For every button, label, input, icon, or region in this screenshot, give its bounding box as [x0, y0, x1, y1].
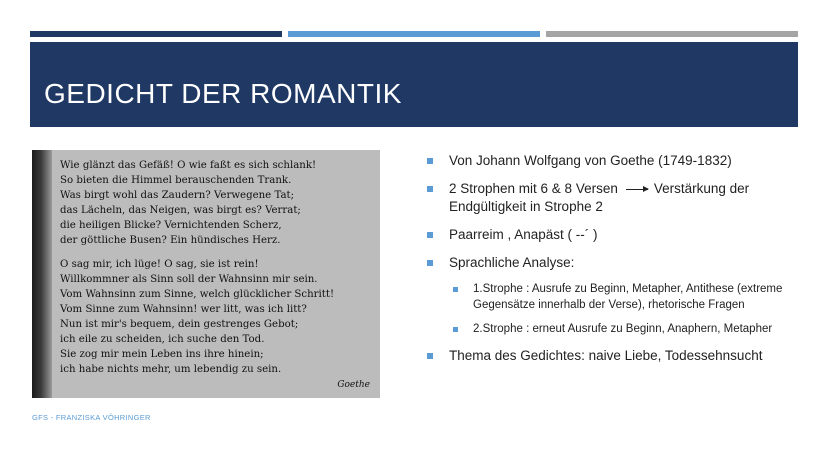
bullet-author: Von Johann Wolfgang von Goethe (1749-1832) [425, 152, 805, 170]
bullet-list [425, 152, 805, 375]
poem-line: Willkommner als Sinn soll der Wahnsinn mir sein. [60, 274, 318, 285]
poem-line: ich habe nichts mehr, um lebendig zu sein. [60, 364, 282, 375]
poem-line: der göttliche Busen? Ein hündisches Herz. [60, 235, 281, 246]
poem-line: Was birgt wohl das Zaudern? Verwegene Tat; [60, 190, 295, 201]
poem-line: Sie zog mir mein Leben ins ihre hinein; [60, 349, 264, 360]
poem-line: Vom Wahnsinn zum Sinne, welch glücklicher Schritt! [60, 289, 335, 300]
poem-text [60, 158, 376, 393]
poem-line: So bieten die Himmel berauschenden Trank. [60, 175, 292, 186]
poem-line: das Lächeln, das Neigen, was birgt es? Verrat; [60, 205, 301, 216]
bullet-structure-text: 2 Strophen mit 6 & 8 Versen [449, 181, 618, 196]
slide-title: GEDICHT DER ROMANTIK [44, 78, 402, 109]
sub-bullet-stanza1: 1.Strophe : Ausrufe zu Beginn, Metapher, Antithese (extreme Gegensätze innerhalb der Verse), rhetorische Fragen [425, 282, 805, 313]
poem-line: die heiligen Blicke? Vernichtenden Scherz, [60, 220, 282, 231]
bullet-theme: Thema des Gedichtes: naive Liebe, Todessehnsucht [425, 347, 805, 365]
accent-bar-gray [546, 31, 798, 37]
poem-line: ich eile zu scheiden, ich suche den Tod. [60, 334, 265, 345]
accent-bar-dark [30, 31, 282, 37]
arrow-right-icon [626, 189, 648, 190]
poem-scan-image [32, 150, 380, 398]
poem-author: Goethe [337, 380, 370, 390]
accent-bar-blue [288, 31, 540, 37]
stanza-gap [60, 248, 376, 257]
bullet-structure-result: Verstärkung der Endgültigkeit in Strophe 2 [449, 181, 750, 214]
bullet-analysis: Sprachliche Analyse: [425, 254, 805, 272]
poem-line: Vom Sinne zum Wahnsinn! wer litt, was ich litt? [60, 304, 307, 315]
poem-line: Nun ist mir's bequem, dein gestrenges Gebot; [60, 319, 299, 330]
bullet-structure [425, 180, 805, 216]
title-band [30, 42, 798, 127]
scan-shadow-edge [32, 150, 52, 398]
poem-line: Wie glänzt das Gefäß! O wie faßt es sich schlank! [60, 160, 317, 171]
poem-line: O sag mir, ich lüge! O sag, sie ist rein! [60, 259, 259, 270]
bullet-rhyme: Paarreim , Anapäst ( --´ ) [425, 226, 805, 244]
footer-author: GFS - FRANZISKA VÖHRINGER [32, 413, 151, 422]
sub-bullet-stanza2: 2.Strophe : erneut Ausrufe zu Beginn, Anaphern, Metapher [425, 322, 805, 338]
